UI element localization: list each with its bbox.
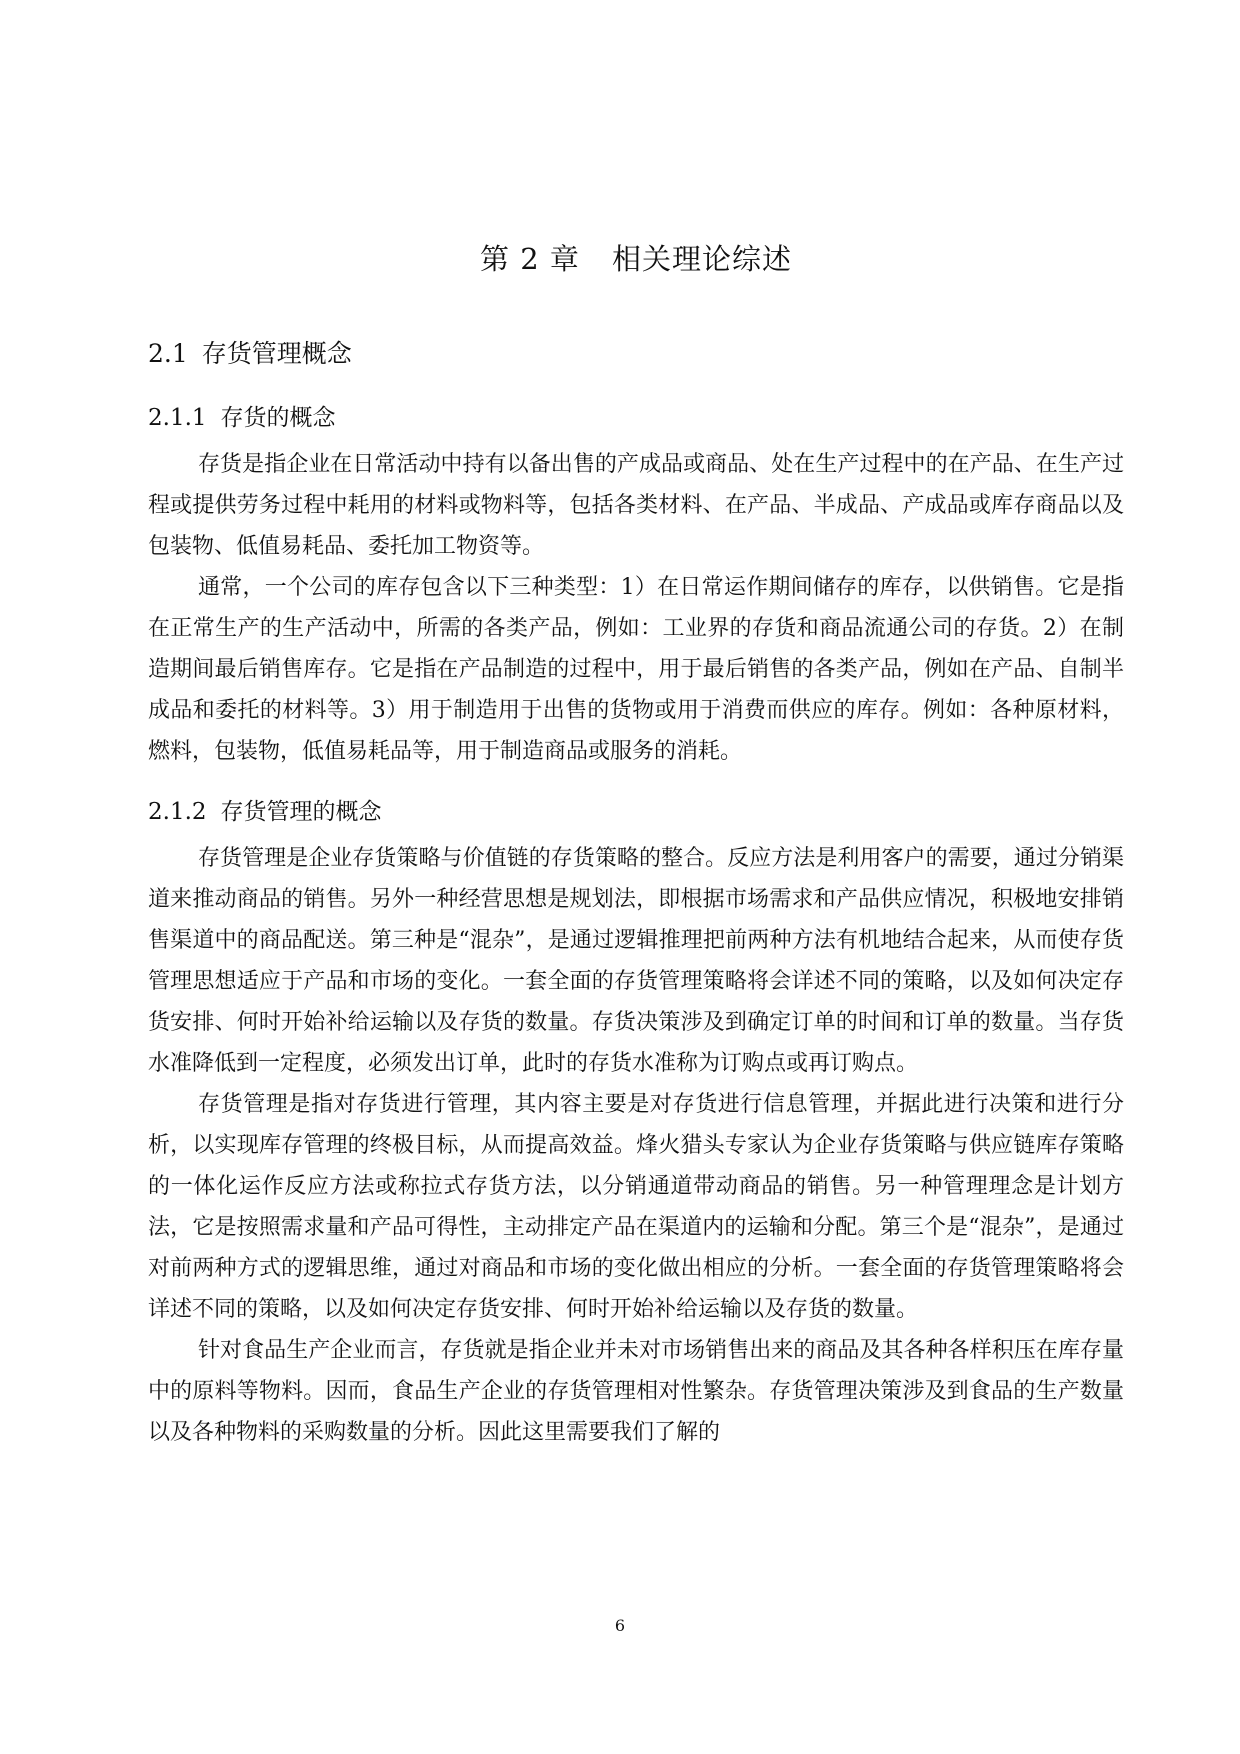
section-2-1-heading	[148, 332, 1124, 376]
section-2-1-number: 2.1	[148, 339, 188, 368]
paragraph: 存货管理是指对存货进行管理，其内容主要是对存货进行信息管理，并据此进行决策和进行分析，以实现库存管理的终极目标，从而提高效益。烽火猎头专家认为企业存货策略与供应链库存策略的一体化运作反应方法或称拉式存货方法，以分销通道带动商品的销售。另一种管理理念是计划方法，它是按照需求量和产品可得性，主动排定产品在渠道内的运输和分配。第三个是“混杂”，是通过对前两种方式的逻辑思维，通过对商品和市场的变化做出相应的分析。一套全面的存货管理策略将会详述不同的策略，以及如何决定存货安排、何时开始补给运输以及存货的数量。	[148, 1092, 1124, 1322]
section-2-1-2-heading	[148, 790, 1124, 834]
page-number: 6	[614, 1616, 626, 1635]
paragraph: 通常，一个公司的库存包含以下三种类型：1）在日常运作期间储存的库存，以供销售。它是指在正常生产的生产活动中，所需的各类产品，例如：工业界的存货和商品流通公司的存货。2）在制造期间最后销售库存。它是指在产品制造的过程中，用于最后销售的各类产品，例如在产品、自制半成品和委托的材料等。3）用于制造用于出售的货物或用于消费而供应的库存。例如：各种原材料，燃料，包装物，低值易耗品等，用于制造商品或服务的消耗。	[148, 575, 1124, 764]
chapter-title-text: 相关理论综述	[611, 242, 792, 276]
section-2-1-title: 存货管理概念	[201, 339, 352, 368]
section-2-1-1-number: 2.1.1	[148, 405, 207, 431]
section-2-1-1-title: 存货的概念	[220, 405, 336, 431]
section-2-1-2-number: 2.1.2	[148, 799, 207, 825]
chapter-title	[148, 232, 1124, 286]
paragraph: 针对食品生产企业而言，存货就是指企业并未对市场销售出来的商品及其各种各样积压在库存量中的原料等物料。因而，食品生产企业的存货管理相对性繁杂。存货管理决策涉及到食品的生产数量以及各种物料的采购数量的分析。因此这里需要我们了解的	[148, 1338, 1124, 1445]
section-2-1-2-title: 存货管理的概念	[220, 799, 382, 825]
paragraph: 存货管理是企业存货策略与价值链的存货策略的整合。反应方法是利用客户的需要，通过分销渠道来推动商品的销售。另外一种经营思想是规划法，即根据市场需求和产品供应情况，积极地安排销售渠道中的商品配送。第三种是“混杂”，是通过逻辑推理把前两种方法有机地结合起来，从而使存货管理思想适应于产品和市场的变化。一套全面的存货管理策略将会详述不同的策略，以及如何决定存货安排、何时开始补给运输以及存货的数量。存货决策涉及到确定订单的时间和订单的数量。当存货水准降低到一定程度，必须发出订单，此时的存货水准称为订购点或再订购点。	[148, 846, 1124, 1076]
chapter-number: 第 2 章	[480, 242, 580, 276]
section-2-1-1-heading	[148, 396, 1124, 440]
paragraph: 存货是指企业在日常活动中持有以备出售的产成品或商品、处在生产过程中的在产品、在生产过程或提供劳务过程中耗用的材料或物料等，包括各类材料、在产品、半成品、产成品或库存商品以及包装物、低值易耗品、委托加工物资等。	[148, 452, 1124, 559]
page-content	[148, 232, 1124, 1453]
